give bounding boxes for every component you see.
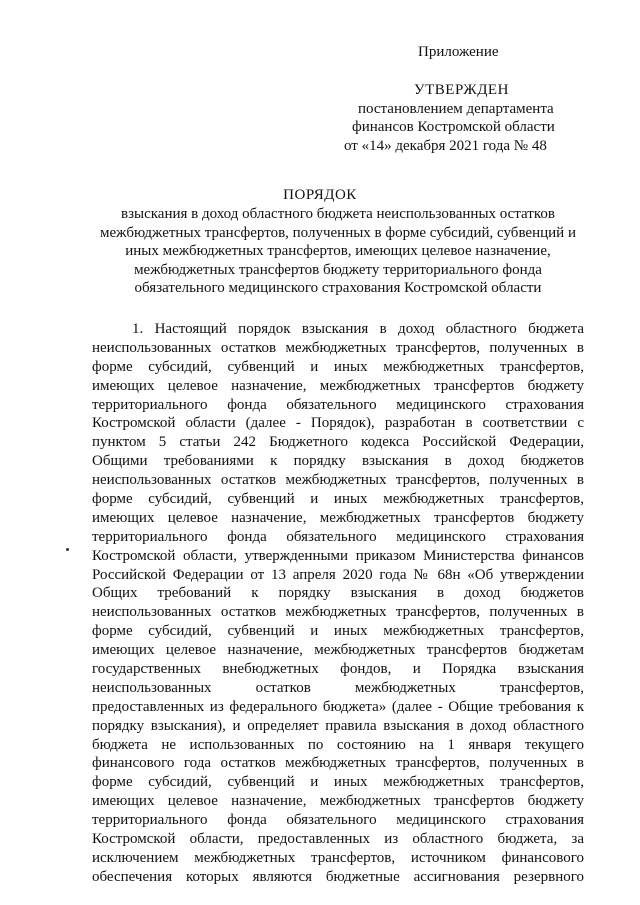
body-line: Общих требований к порядку взыскания в доход бюджетов [92,585,584,602]
body-line: обеспечения которых являются бюджетные ассигнования резервного [92,868,584,885]
body-line: неиспользованных остатков межбюджетных трансфертов, полученных в [92,604,584,621]
document-title: ПОРЯДОК [283,187,357,203]
body-line: Костромской области, предоставленных из областного бюджета, за [92,831,584,848]
approval-line: финансов Костромской области [352,119,555,135]
body-line: имеющих целевое назначение, межбюджетных трансфертов бюджетам [92,642,584,659]
body-line: Костромской области (далее - Порядок), разработан в соответствии с [92,415,584,432]
approval-line: от «14» декабря 2021 года № 48 [344,138,547,154]
body-line: порядку взыскания), и определяет правила взыскания в доход областного [92,717,584,734]
body-line: форме субсидий, субвенций и иных межбюджетных трансфертов, [92,358,584,375]
body-line: имеющих целевое назначение, межбюджетных трансфертов бюджету [92,509,584,526]
document-body [92,320,584,887]
subtitle-line: межбюджетных трансфертов бюджету территориального фонда [134,261,542,278]
subtitle-line: межбюджетных трансфертов, полученных в форме субсидий, субвенций и [100,224,576,241]
subtitle-line: обязательного медицинского страхования Костромской области [134,280,542,297]
body-line: неиспользованных остатков межбюджетных трансфертов, полученных в [92,472,584,489]
body-line: форме субсидий, субвенций и иных межбюджетных трансфертов, [92,623,584,640]
body-line: форме субсидий, субвенций и иных межбюджетных трансфертов, [92,774,584,791]
body-line: предоставленных из федерального бюджета» (далее - Общие требования к [92,698,584,715]
approval-line: постановлением департамента [358,101,554,117]
document-subtitle [88,205,588,298]
body-line: 1. Настоящий порядок взыскания в доход областного бюджета [132,321,584,337]
body-line: Общими требованиями к порядку взыскания в доход бюджетов [92,453,584,470]
body-line: финансового года остатков межбюджетных трансфертов, полученных в [92,755,584,772]
approved-label: УТВЕРЖДЕН [414,82,509,98]
body-line: территориального фонда обязательного медицинского страхования [92,528,584,545]
body-line: территориального фонда обязательного медицинского страхования [92,812,584,829]
body-line: государственных внебюджетных фондов, и Порядка взыскания [92,661,584,678]
body-line: Костромской области, утвержденными приказом Министерства финансов [92,547,584,564]
body-line: Российской Федерации от 13 апреля 2020 года № 68н «Об утверждении [92,566,584,583]
subtitle-line: взыскания в доход областного бюджета неиспользованных остатков [121,206,555,222]
body-line: неиспользованных остатков межбюджетных трансфертов, полученных в [92,339,584,356]
appendix-label: Приложение [418,44,499,60]
body-line: имеющих целевое назначение, межбюджетных трансфертов бюджету [92,377,584,394]
body-line: форме субсидий, субвенций и иных межбюджетных трансфертов, [92,491,584,508]
body-line: неиспользованных остатков межбюджетных трансфертов, [92,679,584,696]
body-line: исключением межбюджетных трансфертов, источником финансового [92,849,584,866]
body-line: пунктом 5 статьи 242 Бюджетного кодекса Российской Федерации, [92,434,584,451]
margin-dot [66,548,69,551]
body-line: бюджета не использованных по состоянию на 1 января текущего [92,736,584,753]
body-line: территориального фонда обязательного медицинского страхования [92,396,584,413]
body-line: имеющих целевое назначение, межбюджетных трансфертов бюджету [92,793,584,810]
subtitle-line: иных межбюджетных трансфертов, имеющих целевое назначение, [125,243,551,260]
